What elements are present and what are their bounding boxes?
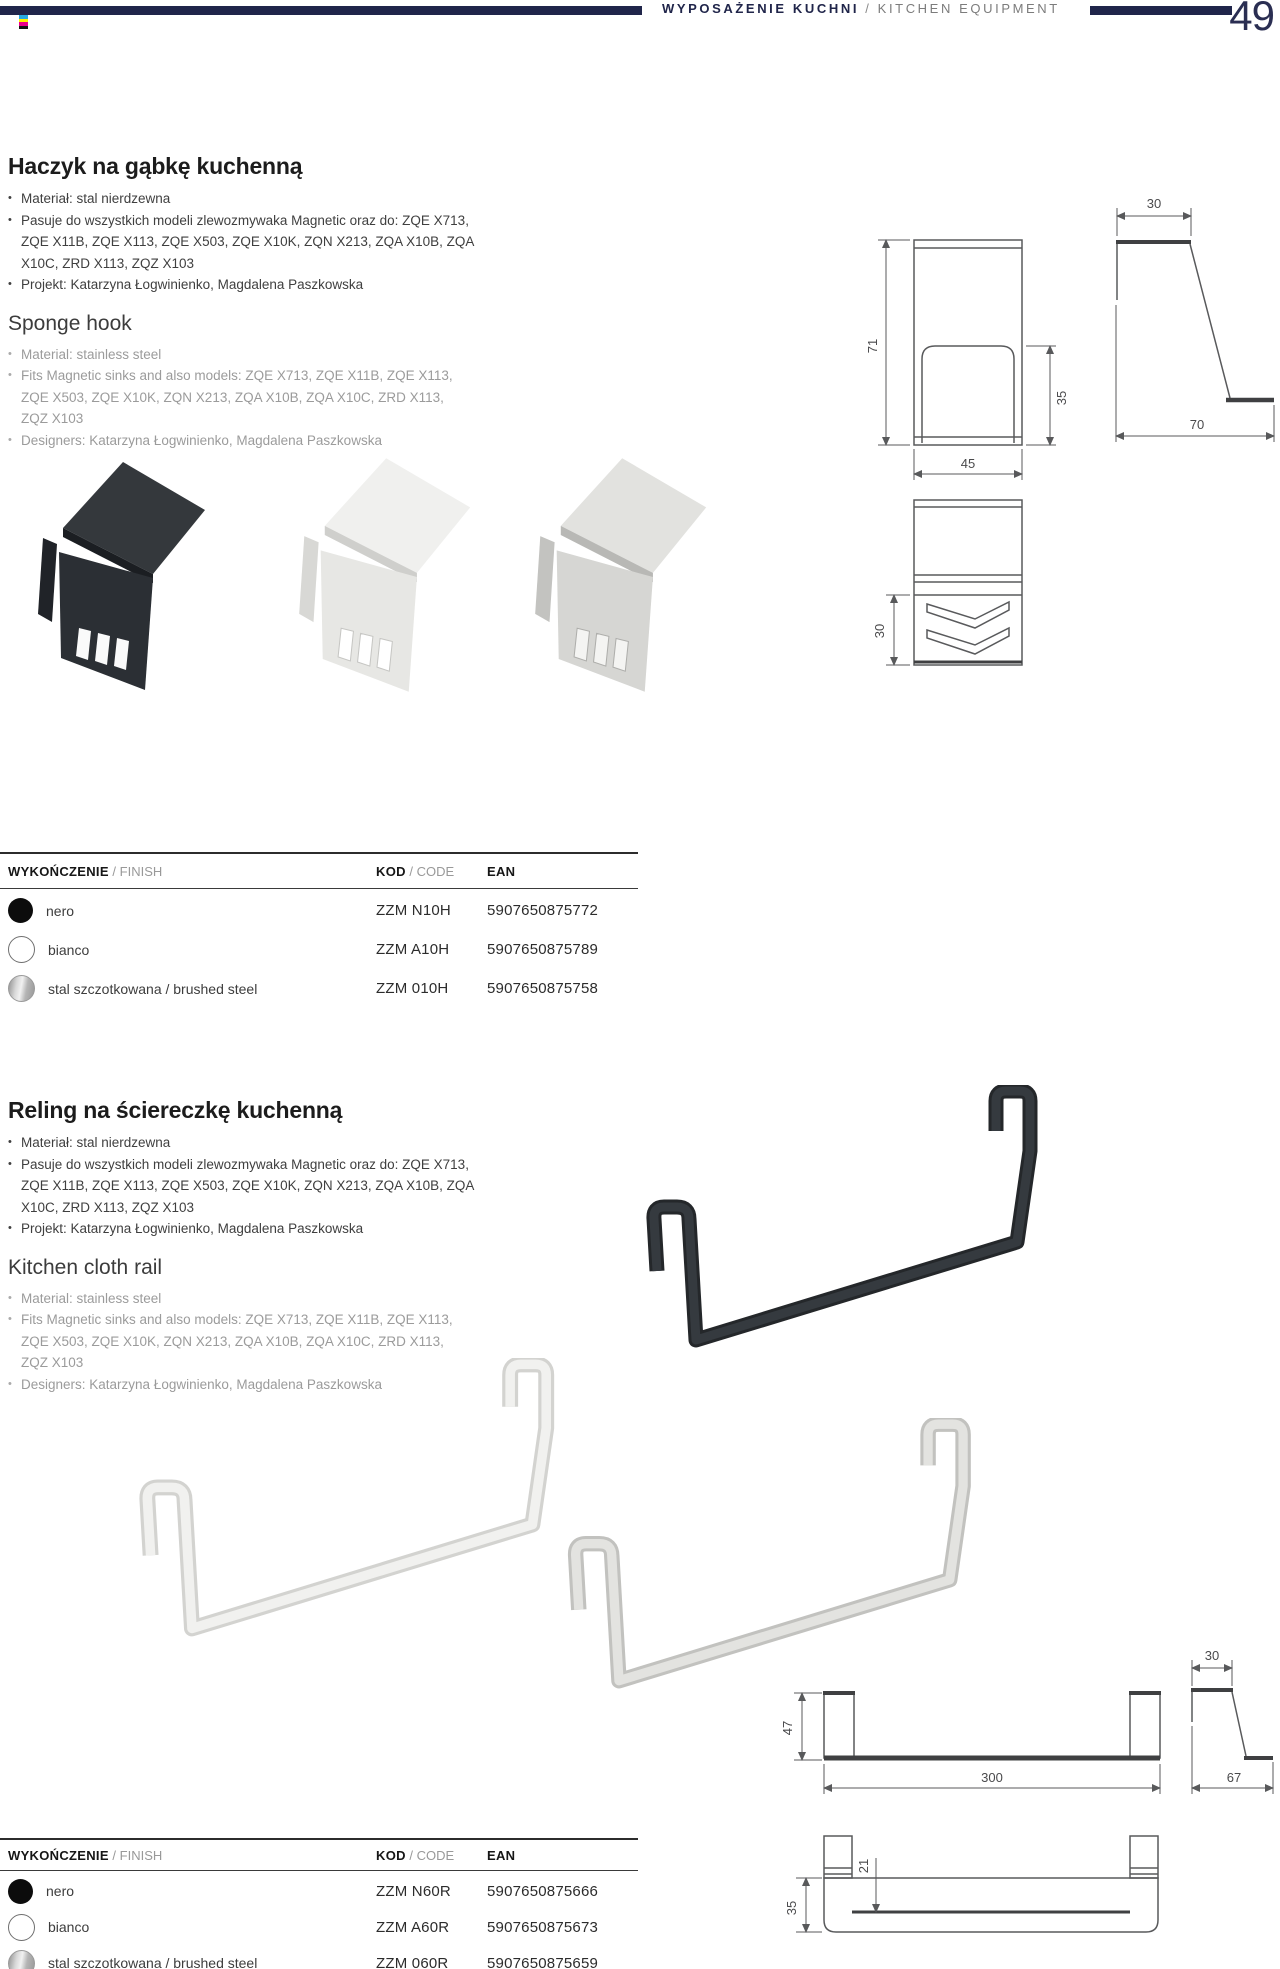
col-ean: EAN [487, 1847, 516, 1863]
bullet-text: Projekt: Katarzyna Łogwinienko, Magdalena Paszkowska [21, 1221, 364, 1236]
table-row [8, 1945, 638, 1969]
dim-side-width: 35 [784, 1900, 799, 1916]
finish-label: nero [46, 1883, 75, 1899]
finish-swatch-steel [8, 975, 35, 1002]
header-category-en: KITCHEN EQUIPMENT [877, 1, 1060, 16]
bullet-marker: • [8, 347, 12, 360]
section-cloth-rail [8, 1097, 500, 1395]
finish-cell [8, 898, 376, 923]
bullet-text: Materiał: stal nierdzewna [21, 191, 171, 206]
bullet-marker: • [8, 1157, 12, 1170]
bullet-item [8, 1218, 500, 1240]
product-bullets-pl [8, 188, 478, 296]
bullet-marker: • [8, 213, 12, 226]
finish-swatch-steel [8, 1950, 35, 1969]
bullet-item [8, 274, 478, 296]
product-code: ZZM 060R [376, 1954, 449, 1969]
product-ean: 5907650875789 [487, 941, 599, 958]
product-ean: 5907650875673 [487, 1918, 599, 1936]
product-photo-sponge-hook-steel [532, 448, 737, 704]
finish-table-sponge-hook [0, 852, 638, 1008]
finish-cell [8, 1950, 376, 1969]
product-photo-sponge-hook-bianco [296, 448, 501, 704]
finish-label: bianco [48, 941, 90, 958]
bullet-text: Fits Magnetic sinks and also models: ZQE X713, ZQE X11B, ZQE X113, ZQE X503, ZQE X10K, ZQN X213, ZQA X10B, ZQA X10C, ZRD X113, ZQZ X103 [21, 368, 453, 426]
finish-table-cloth-rail [0, 1838, 638, 1969]
bullet-text: Material: stainless steel [21, 1290, 162, 1306]
col-code-pl: KOD [376, 863, 406, 879]
table-row [8, 930, 638, 969]
finish-label: bianco [48, 1919, 90, 1935]
product-ean: 5907650875758 [487, 980, 599, 997]
finish-label: stal szczotkowana / brushed steel [48, 1955, 258, 1969]
finish-table-header: WYKOŃCZENIE / FINISH KOD / CODE EAN [0, 854, 638, 889]
bullet-marker: • [8, 1136, 12, 1148]
bullet-marker: • [8, 278, 12, 290]
col-code-en: CODE [416, 863, 455, 879]
col-finish-pl: WYKOŃCZENIE [8, 1847, 109, 1863]
bullet-text: Designers: Katarzyna Łogwinienko, Magdalena Paszkowska [21, 1376, 382, 1392]
product-photo-sponge-hook-nero [35, 452, 235, 704]
bullet-text: Fits Magnetic sinks and also models: ZQE X713, ZQE X11B, ZQE X113, ZQE X503, ZQE X10K, ZQN X213, ZQA X10B, ZQA X10C, ZRD X113, ZQZ X103 [21, 1312, 453, 1370]
bullet-item [8, 344, 460, 366]
product-title-en: Sponge hook [8, 311, 132, 335]
product-code: ZZM A60R [376, 1918, 450, 1936]
header-rule-right [1090, 6, 1232, 15]
table-row [8, 891, 638, 930]
finish-cell [8, 936, 376, 963]
dim-depth: 70 [1189, 417, 1205, 432]
bullet-item [8, 210, 478, 275]
bullet-item [8, 1132, 500, 1154]
dim-top-depth: 30 [1146, 196, 1162, 211]
col-finish-en: FINISH [119, 1847, 163, 1863]
dim-inner-height: 35 [1054, 390, 1069, 406]
table-row [8, 1873, 638, 1909]
dim-top-depth: 30 [1204, 1648, 1220, 1663]
bullet-text: Material: stainless steel [21, 346, 162, 362]
product-code: ZZM 010H [376, 980, 449, 997]
dim-front-height: 71 [865, 338, 880, 354]
bullet-text: Projekt: Katarzyna Łogwinienko, Magdalena Paszkowska [21, 277, 364, 292]
bullet-item [8, 188, 478, 210]
col-finish-en: FINISH [119, 863, 163, 879]
bullet-marker: • [8, 1313, 12, 1325]
bullet-marker: • [8, 1377, 12, 1390]
finish-rows [0, 889, 638, 1008]
bullet-marker: • [8, 433, 12, 446]
col-finish-pl: WYKOŃCZENIE [8, 863, 109, 879]
finish-swatch-white [8, 1914, 35, 1941]
print-registration-mark [19, 15, 28, 29]
product-title-en: Kitchen cloth rail [8, 1255, 163, 1279]
product-title-pl: Haczyk na gąbkę kuchenną [8, 153, 303, 179]
finish-cell [8, 975, 376, 1002]
technical-drawing-cloth-rail-top [780, 1828, 1280, 1969]
product-code: ZZM N60R [376, 1882, 451, 1900]
product-title-pl: Reling na ściereczkę kuchenną [8, 1097, 343, 1123]
bullet-marker: • [8, 1222, 12, 1234]
technical-drawing-sponge-hook [760, 150, 1280, 700]
dim-hook-inner: 21 [856, 1858, 871, 1874]
col-code-en: CODE [416, 1847, 455, 1863]
table-row [8, 969, 638, 1008]
header-rule-left [0, 6, 642, 15]
dim-width: 45 [960, 456, 976, 471]
bullet-text: Pasuje do wszystkich modeli zlewozmywaka Magnetic oraz do: ZQE X713, ZQE X11B, ZQE X113, ZQE X503, ZQE X10K, ZQN X213, ZQA X10B, ZQA X10C, ZRD X113, ZQZ X103 [21, 1156, 474, 1215]
finish-rows [0, 1871, 638, 1969]
finish-swatch-white [8, 936, 35, 963]
page-number: 49 [1229, 0, 1274, 39]
bullet-text: Materiał: stal nierdzewna [21, 1135, 171, 1150]
header-separator: / [859, 1, 878, 16]
section-sponge-hook [8, 153, 478, 451]
bullet-item [8, 1154, 500, 1219]
finish-label: nero [46, 902, 75, 919]
dim-bottom-height: 30 [872, 623, 887, 639]
dim-length: 300 [981, 1770, 1003, 1785]
header-category-pl: WYPOSAŻENIE KUCHNI [662, 1, 860, 16]
col-code-pl: KOD [376, 1847, 406, 1863]
product-photo-cloth-rail-nero [600, 1085, 1090, 1420]
dim-depth: 67 [1226, 1770, 1242, 1785]
finish-swatch-black [8, 898, 33, 923]
product-bullets-pl [8, 1132, 500, 1240]
bullet-item [8, 365, 460, 430]
finish-table-header: WYKOŃCZENIE / FINISH KOD / CODE EAN [0, 1840, 638, 1871]
product-code: ZZM N10H [376, 902, 451, 919]
bullet-marker: • [8, 369, 12, 381]
product-ean: 5907650875659 [487, 1954, 599, 1969]
product-ean: 5907650875666 [487, 1882, 599, 1900]
finish-label: stal szczotkowana / brushed steel [48, 980, 258, 997]
finish-swatch-black [8, 1879, 33, 1904]
running-header [662, 1, 1060, 16]
bullet-item [8, 1288, 460, 1310]
bullet-text: Pasuje do wszystkich modeli zlewozmywaka Magnetic oraz do: ZQE X713, ZQE X11B, ZQE X113, ZQE X503, ZQE X10K, ZQN X213, ZQA X10B, ZQA X10C, ZRD X113, ZQZ X103 [21, 212, 474, 271]
table-row [8, 1909, 638, 1945]
product-ean: 5907650875772 [487, 902, 599, 919]
finish-cell [8, 1879, 376, 1904]
dim-hook-height: 47 [780, 1720, 795, 1736]
finish-cell [8, 1914, 376, 1941]
reg-black [19, 26, 28, 30]
bullet-marker: • [8, 1291, 12, 1304]
col-ean: EAN [487, 863, 516, 879]
product-code: ZZM A10H [376, 941, 450, 958]
technical-drawing-cloth-rail [780, 1642, 1280, 1812]
bullet-text: Designers: Katarzyna Łogwinienko, Magdalena Paszkowska [21, 432, 382, 448]
bullet-marker: • [8, 192, 12, 204]
product-bullets-en [8, 344, 460, 452]
